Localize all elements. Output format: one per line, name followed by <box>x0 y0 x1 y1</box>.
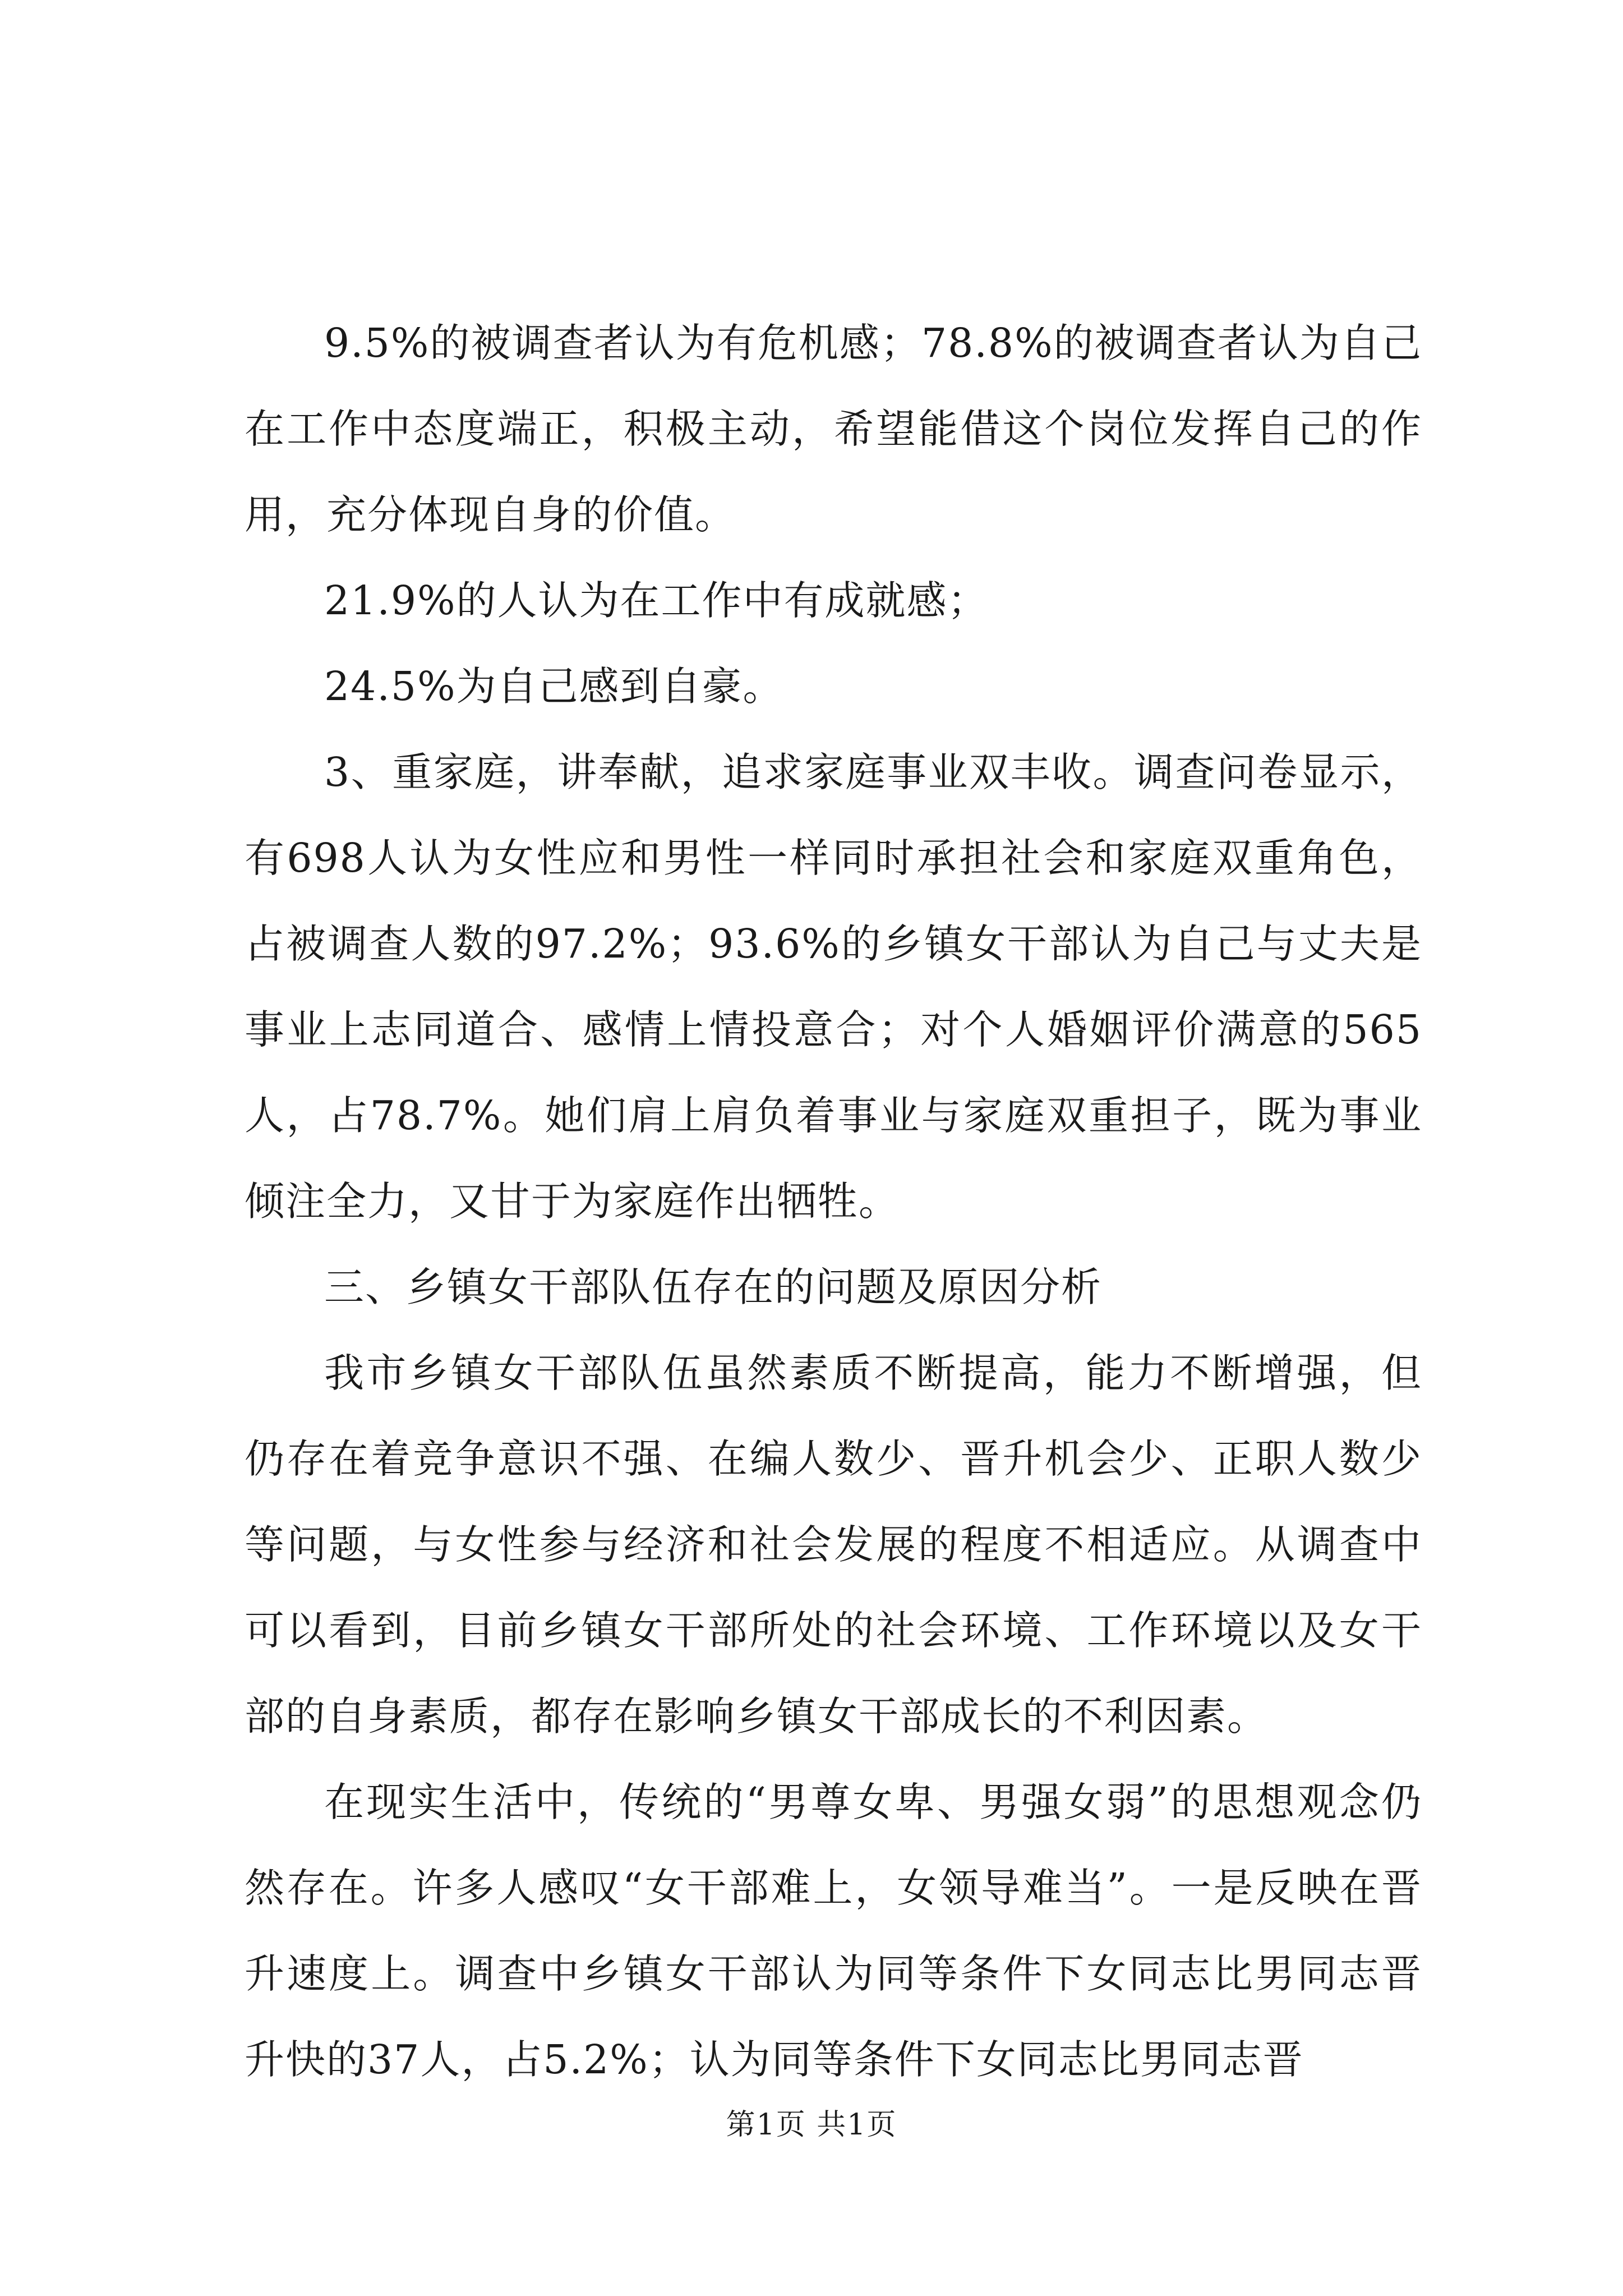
paragraph: 24.5%为自己感到自豪。 <box>324 663 784 710</box>
section-heading: 三、乡镇女干部队伍存在的问题及原因分析 <box>324 1264 1103 1310</box>
paragraph: 21.9%的人认为在工作中有成就感； <box>324 577 989 624</box>
document-body <box>245 300 1422 2102</box>
paragraph: 在现实生活中，传统的“男尊女卑、男强女弱”的思想观念仍然存在。许多人感叹“女干部难上，女领导难当”。一是反映在晋升速度上。调查中乡镇女干部认为同等条件下女同志比男同志晋升快的37人，占5.2%；认为同等条件下女同志比男同志晋 <box>245 1779 1422 2083</box>
page-footer: 第1页 共1页 <box>726 2108 897 2142</box>
paragraph: 3、重家庭，讲奉献，追求家庭事业双丰收。调查问卷显示，有698人认为女性应和男性一样同时承担社会和家庭双重角色，占被调查人数的97.2%；93.6%的乡镇女干部认为自己与丈夫是事业上志同道合、感情上情投意合；对个人婚姻评价满意的565人，占78.7%。她们肩上肩负着事业与家庭双重担子，既为事业倾注全力，又甘于为家庭作出牺牲。 <box>245 749 1422 1225</box>
paragraph: 9.5%的被调查者认为有危机感；78.8%的被调查者认为自己在工作中态度端正，积极主动，希望能借这个岗位发挥自己的作用，充分体现自身的价值。 <box>245 320 1422 538</box>
paragraph: 我市乡镇女干部队伍虽然素质不断提高，能力不断增强，但仍存在着竞争意识不强、在编人数少、晋升机会少、正职人数少等问题，与女性参与经济和社会发展的程度不相适应。从调查中可以看到，目前乡镇女干部所处的社会环境、工作环境以及女干部的自身素质，都存在影响乡镇女干部成长的不利因素。 <box>245 1350 1422 1740</box>
